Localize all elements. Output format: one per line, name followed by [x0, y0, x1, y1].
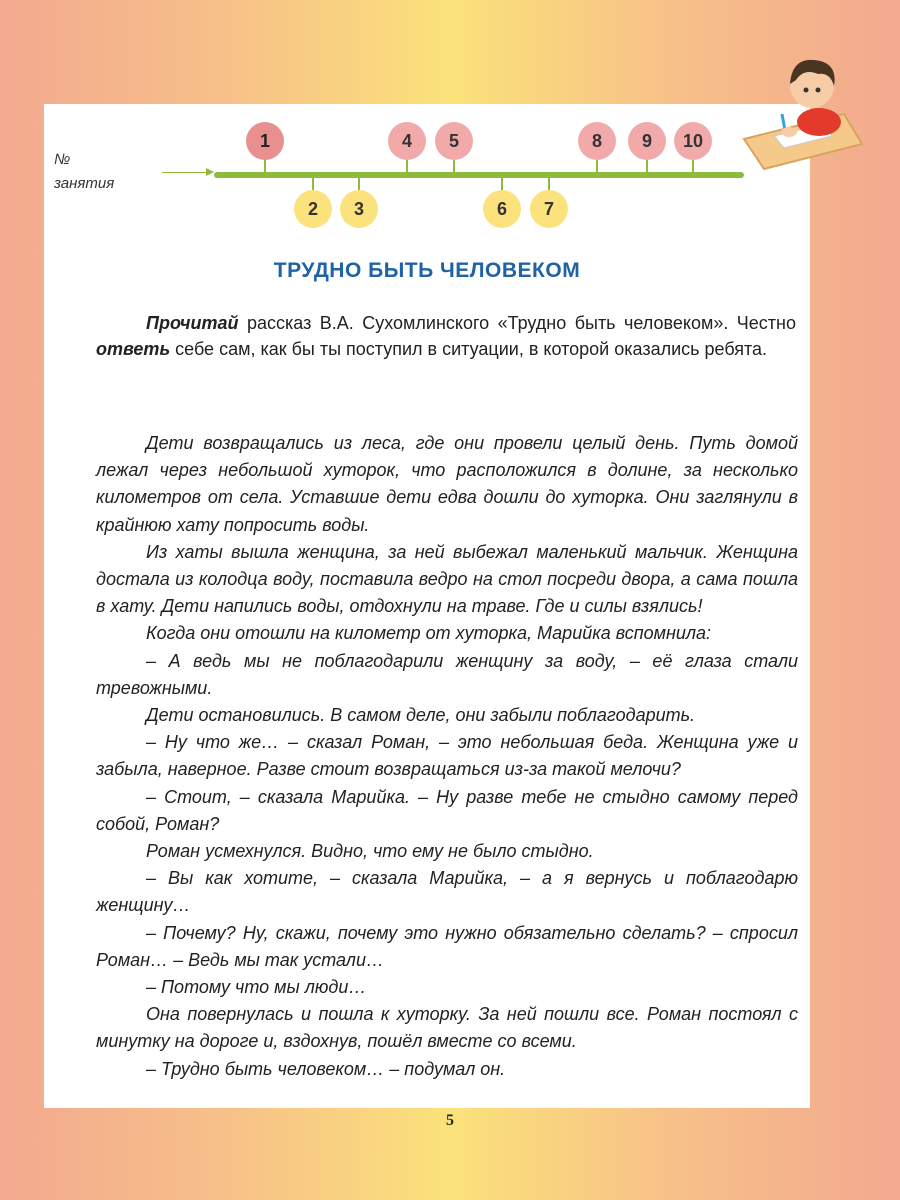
page-title: ТРУДНО БЫТЬ ЧЕЛОВЕКОМ [273, 259, 581, 282]
story-paragraph: Из хаты вышла женщина, за ней выбежал маленький мальчик. Женщина достала из колодца воду, поставила ведро на стол посреди двора, а сама пошла в хату. Дети напились воды, отдохнули на траве. Где и силы взялись! [96, 541, 798, 617]
story-paragraph: Когда они отошли на километр от хуторка, Марийка вспомнила: [146, 623, 712, 644]
lesson-circle-9: 9 [628, 122, 666, 160]
story-paragraph: Роман усмехнулся. Видно, что ему не было стыдно. [146, 841, 594, 862]
verb-read: Прочитай [146, 313, 239, 333]
timeline-tick [312, 178, 314, 190]
lesson-number-label [54, 148, 164, 196]
label-number-sign: № [54, 151, 71, 168]
lesson-circle-10: 10 [674, 122, 712, 160]
story-paragraph: Дети остановились. В самом деле, они забыли поблагодарить. [146, 705, 696, 726]
lesson-circle-8: 8 [578, 122, 616, 160]
story-text [96, 430, 798, 1083]
story-paragraph: Дети возвращались из леса, где они провели целый день. Путь домой лежал через небольшой хуторок, что расположился в долине, за несколько километров от села. Уставшие дети едва дошли до хуторка. Они заглянули в крайнюю хату попросить воды. [96, 433, 798, 535]
lesson-circle-7: 7 [530, 190, 568, 228]
timeline-tick [358, 178, 360, 190]
story-paragraph: – Вы как хотите, – сказала Марийка, – а я вернусь и поблагодарю женщину… [96, 868, 798, 916]
intro-text-1: рассказ В.А. Сухомлинского «Трудно быть человеком». Честно [238, 313, 796, 333]
lesson-circle-5: 5 [435, 122, 473, 160]
lesson-circle-3: 3 [340, 190, 378, 228]
story-paragraph: – Ну что же… – сказал Роман, – это небольшая беда. Женщина уже и забыла, наверное. Разве стоит возвращаться из-за такой мелочи? [96, 732, 798, 780]
timeline-tick [264, 159, 266, 173]
story-paragraph: Она повернулась и пошла к хуторку. За ней пошли все. Роман постоял с минутку на дороге и, вздохнув, пошёл вместе со всеми. [96, 1004, 798, 1052]
story-paragraph: – Стоит, – сказала Марийка. – Ну разве тебе не стыдно самому перед собой, Роман? [96, 786, 798, 834]
intro-text-2: себе сам, как бы ты поступил в ситуации, в которой оказались ребята. [170, 339, 768, 359]
timeline-tick [646, 159, 648, 173]
boy-writing-icon [734, 44, 864, 174]
page-number: 5 [446, 1112, 454, 1129]
verb-answer: ответь [96, 339, 171, 359]
lesson-circle-4: 4 [388, 122, 426, 160]
timeline-tick [406, 159, 408, 173]
story-paragraph: – Потому что мы люди… [146, 977, 367, 998]
timeline-tick [692, 159, 694, 173]
label-word: занятия [54, 175, 115, 192]
timeline-line [214, 172, 744, 178]
timeline-tick [548, 178, 550, 190]
task-instruction [96, 310, 796, 362]
story-paragraph: – Трудно быть человеком… – подумал он. [146, 1058, 506, 1079]
page-sheet [44, 104, 810, 1108]
lesson-timeline [44, 104, 810, 244]
story-paragraph: – Почему? Ну, скажи, почему это нужно обязательно сделать? – спросил Роман… – Ведь мы так устали… [96, 922, 798, 970]
lesson-circle-6: 6 [483, 190, 521, 228]
timeline-tick [453, 159, 455, 173]
timeline-tick [501, 178, 503, 190]
story-paragraph: – А ведь мы не поблагодарили женщину за воду, – её глаза стали тревожными. [96, 650, 798, 698]
lesson-circle-2: 2 [294, 190, 332, 228]
lesson-circle-1: 1 [246, 122, 284, 160]
timeline-tick [596, 159, 598, 173]
arrow-right-icon [162, 172, 212, 173]
